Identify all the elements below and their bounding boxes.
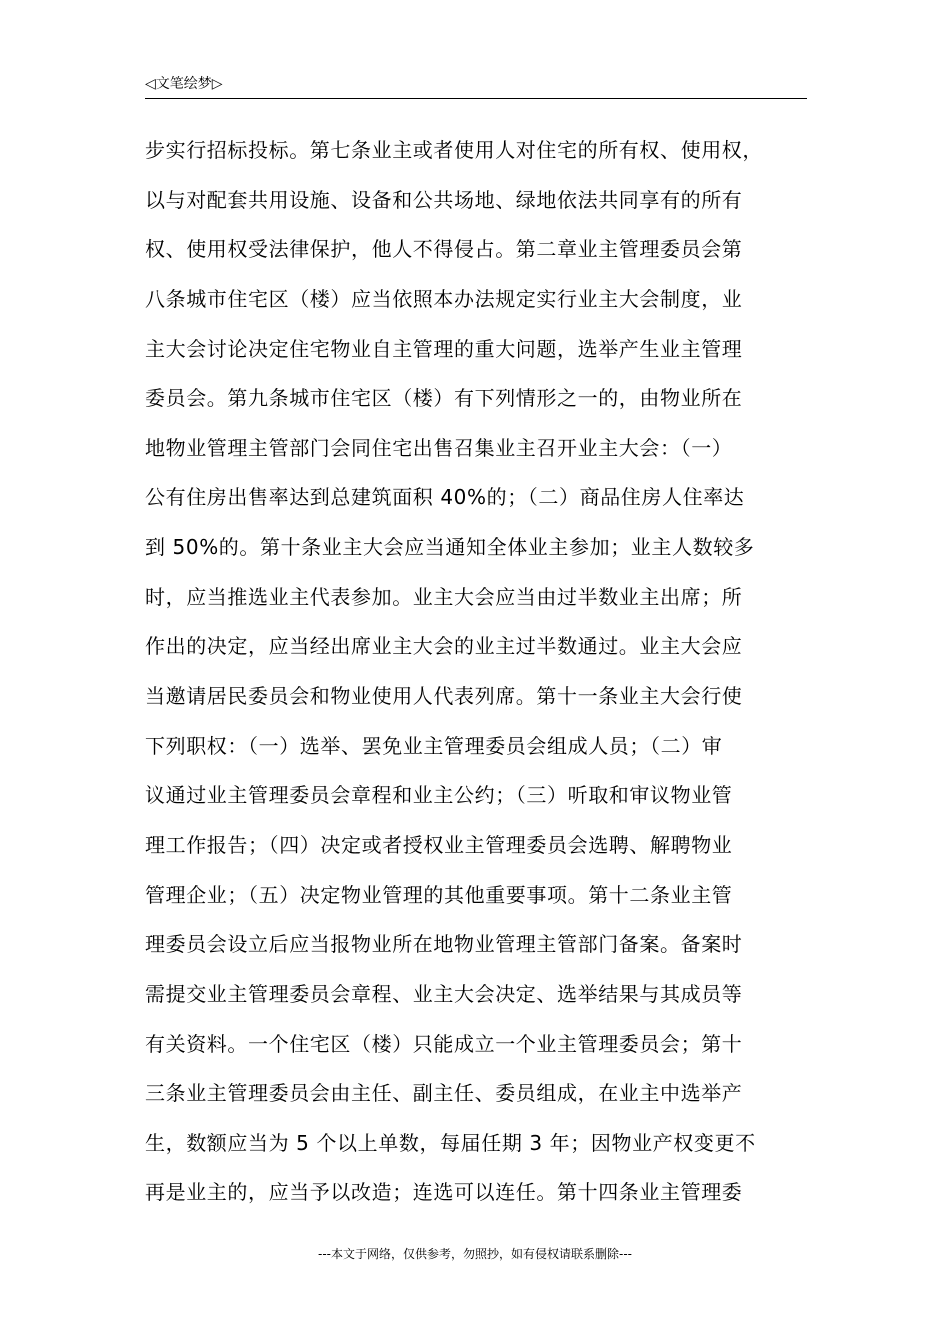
body-line: 理委员会设立后应当报物业所在地物业管理主管部门备案。备案时 xyxy=(145,932,743,957)
header-title: ◁文笔绘梦▷ xyxy=(145,76,223,92)
body-line: 权、使用权受法律保护，他人不得侵占。第二章业主管理委员会第 xyxy=(145,237,743,262)
body-line: 以与对配套共用设施、设备和公共场地、绿地依法共同享有的所有 xyxy=(145,187,743,212)
body-line: 议通过业主管理委员会章程和业主公约；（三）听取和审议物业管 xyxy=(145,783,733,808)
body-line: 理工作报告；（四）决定或者授权业主管理委员会选聘、解聘物业 xyxy=(145,832,733,857)
page-header xyxy=(145,72,807,99)
body-line: 委员会。第九条城市住宅区（楼）有下列情形之一的，由物业所在 xyxy=(145,386,743,411)
body-line: 下列职权：（一）选举、罢免业主管理委员会组成人员；（二）审 xyxy=(145,733,723,758)
document-body xyxy=(145,126,835,1218)
body-line: 地物业管理主管部门会同住宅出售召集业主召开业主大会：（一） xyxy=(145,435,733,460)
body-line: 八条城市住宅区（楼）应当依照本办法规定实行业主大会制度，业 xyxy=(145,286,743,311)
body-line: 管理企业；（五）决定物业管理的其他重要事项。第十二条业主管 xyxy=(145,882,733,907)
body-line: 有关资料。一个住宅区（楼）只能成立一个业主管理委员会；第十 xyxy=(145,1031,743,1056)
page-footer: ---本文于网络，仅供参考，勿照抄，如有侵权请联系删除--- xyxy=(318,1247,632,1261)
body-line: 到 50%的。第十条业主大会应当通知全体业主参加；业主人数较多 xyxy=(145,535,755,560)
body-line: 主大会讨论决定住宅物业自主管理的重大问题，选举产生业主管理 xyxy=(145,336,743,361)
body-line: 公有住房出售率达到总建筑面积 40%的；（二）商品住房人住率达 xyxy=(145,485,745,510)
body-line: 生，数额应当为 5 个以上单数，每届任期 3 年；因物业产权变更不 xyxy=(145,1130,756,1155)
body-line: 当邀请居民委员会和物业使用人代表列席。第十一条业主大会行使 xyxy=(145,684,743,709)
body-line: 步实行招标投标。第七条业主或者使用人对住宅的所有权、使用权， xyxy=(145,138,763,162)
body-line: 时，应当推选业主代表参加。业主大会应当由过半数业主出席；所 xyxy=(145,584,743,609)
body-line: 需提交业主管理委员会章程、业主大会决定、选举结果与其成员等 xyxy=(145,981,743,1006)
body-line: 三条业主管理委员会由主任、副主任、委员组成，在业主中选举产 xyxy=(145,1081,743,1106)
body-line: 作出的决定，应当经出席业主大会的业主过半数通过。业主大会应 xyxy=(145,634,743,659)
body-line: 再是业主的，应当予以改造；连选可以连任。第十四条业主管理委 xyxy=(145,1180,743,1205)
